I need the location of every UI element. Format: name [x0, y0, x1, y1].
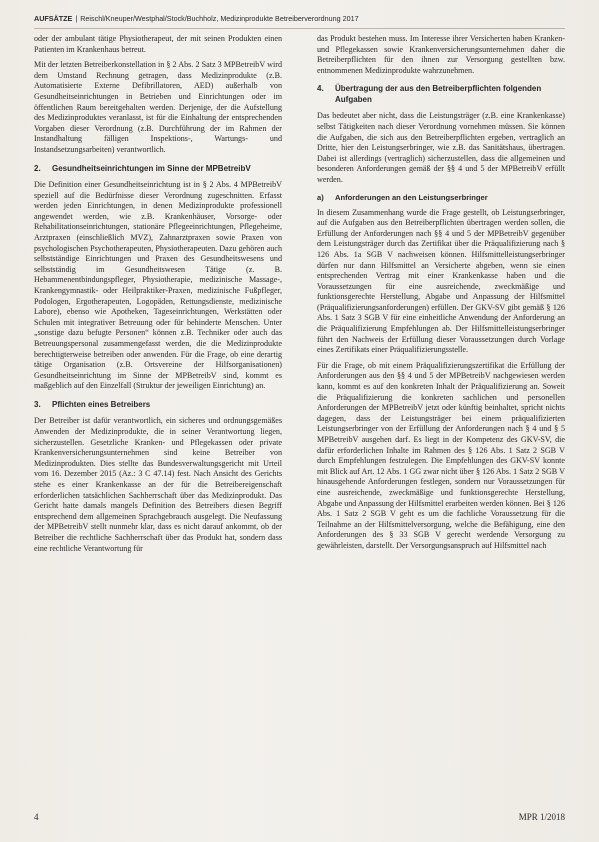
section-heading-3 — [34, 400, 282, 411]
page-footer — [34, 812, 565, 822]
paragraph: oder der ambulant tätige Physiotherapeut, der mit seinen Produkten einen Patienten im Krankenhaus betreut. — [34, 34, 282, 54]
heading-text: Pflichten eines Betreibers — [52, 399, 151, 409]
journal-issue: MPR 1/2018 — [518, 812, 565, 822]
paragraph: Für die Frage, ob mit einem Präqualifizierungszertifikat die Erfüllung der Anforderungen aus den §§ 4 und 5 der MPBetreibV nachgewiesen werden kann, kommt es auf den konkreten Inhalt der Präqualifizierung an. Soweit die Präqualifizierung die konkreten sachlichen und personellen Anforderungen der MPBetreibV jetzt oder künftig beinhaltet, spricht nichts dagegen, dass der Leistungsträger bei einem präqualifizierten Leistungserbringer von der Erfüllung der Anforderungen nach § 4 und § 5 MPBetreibV ausgehen darf. Es liegt in der Kompetenz des GKV-SV, die dafür erforderlichen Inhalte im Rahmen des § 126 Abs. 1 Satz 2 SGB V durch Empfehlungen festzulegen. Die Empfehlungen des GKV-SV konnte mit Blick auf Art. 12 Abs. 1 GG zwar nicht über § 126 Abs. 1 Satz 2 SGB V hinausgehende Anforderungen festlegen, sondern nur Voraussetzungen für eine ausreichende, zweckmäßige und funktionsgerechte Herstellung, Abgabe und Anpassung der Hilfsmittel erarbeiten werden können. Bei § 126 Abs. 1 Satz 2 SGB V geht es um die fachliche Voraussetzung für die Teilnahme an der Hilfsmittelversorgung, welche die Befähigung, eine den Anforderungen des § 33 SGB V gerecht werdende Versorgung zu gewährleisten, darstellt. Der Versorgungsanspruch auf Hilfsmittel nach — [317, 360, 565, 550]
heading-number: a) — [317, 192, 324, 202]
section-heading-2 — [34, 164, 282, 175]
subsection-heading-a — [317, 193, 565, 203]
heading-number: 3. — [34, 399, 41, 409]
section-label: AUFSÄTZE — [34, 14, 73, 23]
heading-number: 2. — [34, 163, 41, 173]
heading-text: Anforderungen an den Leistungserbringer — [335, 192, 488, 202]
running-header — [34, 14, 565, 29]
heading-number: 4. — [317, 84, 324, 94]
paragraph: Das bedeutet aber nicht, dass die Leistungsträger (z.B. eine Krankenkasse) selbst Tätigkeiten nach dieser Verordnung vornehmen müssen. Sie können die Aufgaben, die sich aus den Betreiberpflichten ergeben, vertraglich an Dritte, hier den Leistungserbringer, wie z.B. das Sanitätshaus, übertragen. Dabei ist allerdings (vertraglich) sicherzustellen, dass die allgemeinen und besonderen Anforderungen gemäß der §§ 4 und 5 der MPBetreibV erfüllt werden. — [317, 111, 565, 184]
heading-text: Gesundheitseinrichtungen im Sinne der MPBetreibV — [52, 163, 251, 173]
right-column — [317, 34, 565, 557]
paragraph: Die Definition einer Gesundheitseinrichtung ist in § 2 Abs. 4 MPBetreibV speziell auf die Bedürfnisse dieser Verordnung zugeschnitten. Erfasst werden jeden Einrichtungen, in denen Medizinprodukte professionell angewendet werden, wie z.B. Krankenhäuser, Vorsorge- oder Rehabilitationseinrichtungen, stationäre Pflegeeinrichtungen, Pflegeheime, Arztpraxen (einschließlich MVZ), Zahnarztpraxen sowie Praxen von psychologischen Psychotherapeuten, Physiotherapeuten. Dazu gehören auch selbstständige Einrichtungen und Praxen des Gesundheitswesens und selbstständig im Gesundheitswesen Tätige (z. B. Hebammenentbindungspfleger, Physiotherapie, medizinische Massage-, Krankengymnastik- oder Heilpraktiker-Praxen, medizinische Fußpfleger, Podologen, Ergotherapeuten, Logopäden, Rettungsdienste, medizinische Labore), ebenso wie Apotheken, Tageseinrichtungen, Werkstätten oder Schulen mit integrativer Betreuung oder für behinderte Menschen. Unter „sonstige dazu befugte Personen“ können z.B. Techniker oder auch das Betreuungspersonal zusammengefasst werden, die die Medizinprodukte berechtigterweise betreiben oder anwenden. Für die Frage, ob eine derartig tätige Organisation (z.B. Ortsvereine der Hilfsorganisationen) Gesundheitseinrichtung im Sinne der MPBetreibV sind, kommt es maßgeblich auf den Einzelfall (Struktur der jeweiligen Einrichtung) an. — [34, 180, 282, 391]
paragraph: Der Betreiber ist dafür verantwortlich, ein sicheres und ordnungsgemäßes Anwenden der Medizinprodukte, die in seiner Verantwortung liegen, sicherzustellen. Gesetzliche Kranken- und Pflegekassen oder private Krankenversicherungsunternehmen sind keine Betreiber von Medizinprodukten. Dies stellte das Bundesverwaltungsgericht mit Urteil vom 16. Dezember 2015 (Az.: 3 C 47.14) fest. Nach Ansicht des Gerichts stehe es einer Krankenkasse an der für die Betreibereigenschaft erforderlichen tatsächlichen Sachherrschaft über das Medizinprodukt. Das Gericht hatte damals mangels Definition des Betreibers diesen Begriff entsprechend dem allgemeinen Sprachgebrauch ausgelegt. Die Neufassung der MPBetreibV stellt nunmehr klar, dass es nicht darauf ankommt, ob der Betreiber die rechtliche Sachherrschaft über das Produkt hat, sondern dass eine rechtliche Verantwortung für — [34, 416, 282, 553]
heading-text: Übertragung der aus den Betreiberpflichten folgenden Aufgaben — [335, 84, 542, 104]
header-separator: | — [75, 14, 78, 23]
paragraph: das Produkt bestehen muss. Im Interesse ihrer Versicherten haben Kranken- und Pflegekassen sowie Krankenversicherungsunternehmen daher die Betreiberpflichten für den ihnen zur Versorgung gestellten bzw. entnommenen Medizinprodukte wahrzunehmen. — [317, 34, 565, 75]
section-heading-4 — [317, 84, 565, 105]
paragraph: In diesem Zusammenhang wurde die Frage gestellt, ob Leistungserbringer, auf die Aufgaben aus den Betreiberpflichten übertragen werden sollen, die Erfüllung der Anforderungen nach §§ 4 und 5 der MPBetreibV gegenüber dem Leistungsträger durch das Zertifikat über die Präqualifizierung nach § 126 Abs. 1a SGB V nachweisen können. Hilfsmittelleistungserbringer dürfen nur dann Hilfsmittel an Versicherte abgeben, wenn sie einen entsprechenden Vertrag mit einer Krankenkasse haben und die Voraussetzungen für eine ausreichende, zweckmäßige und funktionsgerechte Herstellung, Abgabe und Anpassung der Hilfsmittel (Präqualifizierungsanforderungen) erfüllen. Der GKV-SV gibt gemäß § 126 Abs. 1 Satz 3 SGB V für eine einheitliche Anwendung der Anforderung an die Präqualifizierung Empfehlungen ab. Der Hilfsmittelleistungserbringer führt den Nachweis der Erfüllung dieser Voraussetzungen durch Vorlage eines Zertifikats einer Präqualifizierungsstelle. — [317, 207, 565, 355]
left-column — [34, 34, 282, 559]
paragraph: Mit der letzten Betreiberkonstellation in § 2 Abs. 2 Satz 3 MPBetreibV wird dem Umstand Rechnung getragen, dass Medizinprodukte (z.B. Automatisierte Externe Defibrillatoren, AED) außerhalb von Gesundheitseinrichtungen in Betrieben und Einrichtungen oder im öffentlichen Raum bereitgehalten werden. Derjenige, der die Aufstellung des Medizinproduktes veranlasst, ist für die Einhaltung der entsprechenden Vorgaben dieser Verordnung (z.B. Durchführung der im Rahmen der Instandhaltung fälligen Inspektions-, Wartungs- und Instandsetzungsarbeiten) verantwortlich. — [34, 60, 282, 154]
page-number: 4 — [34, 812, 39, 822]
header-authors: Reischl/Kneuper/Westphal/Stock/Buchholz, Medizinprodukte Betreiberverordnung 2017 — [80, 14, 359, 23]
